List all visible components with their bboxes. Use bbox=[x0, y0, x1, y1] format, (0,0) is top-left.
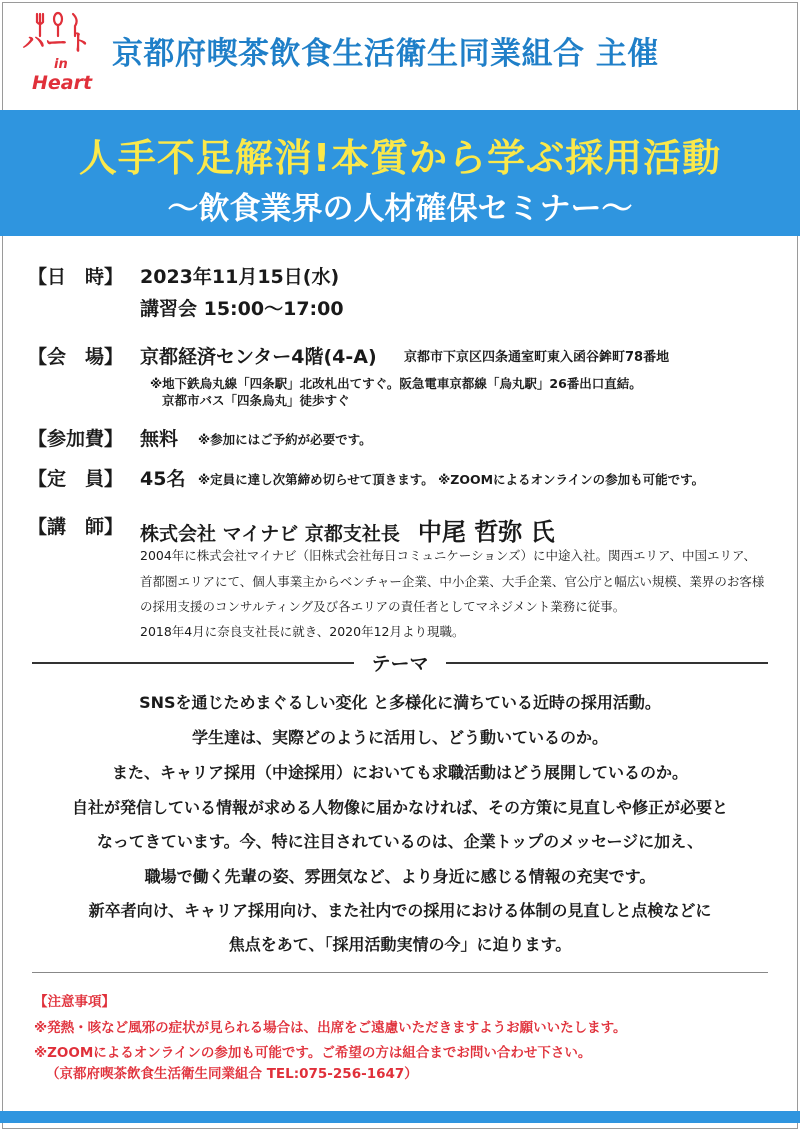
theme-line: 新卒者向け、キャリア採用向け、また社内での採用における体制の見直しと点検などに bbox=[88, 901, 712, 920]
venue-value: 京都経済センター4階(4-A) bbox=[140, 346, 377, 368]
notice-item: ※ZOOMによるオンラインの参加も可能です。ご希望の方は組合までお問い合わせ下さい。 bbox=[34, 1045, 592, 1061]
time-value: 講習会 15:00〜17:00 bbox=[140, 298, 344, 320]
logo-text-in: in bbox=[54, 57, 68, 72]
lecturer-line bbox=[140, 512, 555, 547]
fee-note: ※参加にはご予約が必要です。 bbox=[198, 432, 372, 447]
capacity-label: 【定 員】 bbox=[28, 468, 124, 490]
notice-contact: （京都府喫茶飲食生活衛生同業組合 TEL:075-256-1647） bbox=[46, 1066, 418, 1082]
theme-line: 学生達は、実際どのように活用し、どう動いているのか。 bbox=[191, 728, 608, 747]
theme-line: SNSを通じためまぐるしい変化 と多様化に満ちている近時の採用活動。 bbox=[139, 693, 661, 712]
subtitle: 〜飲食業界の人材確保セミナー〜 bbox=[167, 191, 633, 227]
date-label: 【日 時】 bbox=[28, 266, 124, 288]
theme-line: 焦点をあて、「採用活動実情の今」に迫ります。 bbox=[228, 935, 572, 954]
footer-band bbox=[0, 1111, 800, 1123]
lecturer-name: 中尾 哲弥 氏 bbox=[417, 518, 555, 546]
theme-heading: テーマ bbox=[371, 653, 429, 675]
capacity-value: 45名 bbox=[140, 468, 186, 490]
venue-label: 【会 場】 bbox=[28, 346, 124, 368]
theme-line: また、キャリア採用（中途採用）においても求職活動はどう展開しているのか。 bbox=[111, 763, 688, 782]
theme-line: なってきています。今、特に注目されているのは、企業トップのメッセージに加え、 bbox=[96, 832, 704, 851]
venue-access-note: ※地下鉄烏丸線「四条駅」北改札出てすぐ。阪急電車京都線「烏丸駅」26番出口直結。 bbox=[150, 376, 642, 391]
main-title: 人手不足解消!本質から学ぶ採用活動 bbox=[78, 136, 722, 180]
lecturer-label: 【講 師】 bbox=[28, 516, 124, 538]
lecturer-bio-line: 2004年に株式会社マイナビ（旧株式会社毎日コミュニケーションズ）に中途入社。関西エリア、中国エリア、 bbox=[140, 548, 756, 563]
theme-line: 職場で働く先輩の姿、雰囲気など、より身近に感じる情報の充実です。 bbox=[144, 867, 656, 886]
logo-text-heart: Heart bbox=[32, 72, 93, 94]
date-value: 2023年11月15日(水) bbox=[140, 266, 340, 288]
venue-bus-note: 京都市バス「四条烏丸」徒歩すぐ bbox=[162, 393, 350, 408]
organizer-heading: 京都府喫茶飲食生活衛生同業組合 主催 bbox=[112, 36, 659, 72]
logo-text-heart-jp: ハート bbox=[22, 30, 91, 56]
capacity-note: ※定員に達し次第締め切らせて頂きます。 ※ZOOMによるオンラインの参加も可能です。 bbox=[198, 472, 705, 487]
fee-value: 無料 bbox=[140, 428, 179, 450]
notice-item: ※発熱・咳など風邪の症状が見られる場合は、出席をご遠慮いただきますようお願いいたします。 bbox=[34, 1020, 627, 1036]
lecturer-bio-line: 首都圏エリアにて、個人事業主からベンチャー企業、中小企業、大手企業、官公庁と幅広い規模、業界のお客様 bbox=[140, 574, 765, 589]
lecturer-org: 株式会社 マイナビ 京都支社長 bbox=[140, 523, 400, 545]
lecturer-bio-line: 2018年4月に奈良支社長に就き、2020年12月より現職。 bbox=[140, 624, 465, 639]
fee-label: 【参加費】 bbox=[28, 428, 124, 450]
notice-heading: 【注意事項】 bbox=[34, 994, 115, 1010]
section-divider bbox=[32, 972, 768, 973]
venue-address: 京都市下京区四条通室町東入函谷鉾町78番地 bbox=[404, 350, 670, 365]
lecturer-bio-line: の採用支援のコンサルティング及び各エリアの責任者としてマネジメント業務に従事。 bbox=[140, 599, 626, 614]
theme-line: 自社が発信している情報が求める人物像に届かなければ、その方策に見直しや修正が必要と bbox=[71, 798, 728, 817]
